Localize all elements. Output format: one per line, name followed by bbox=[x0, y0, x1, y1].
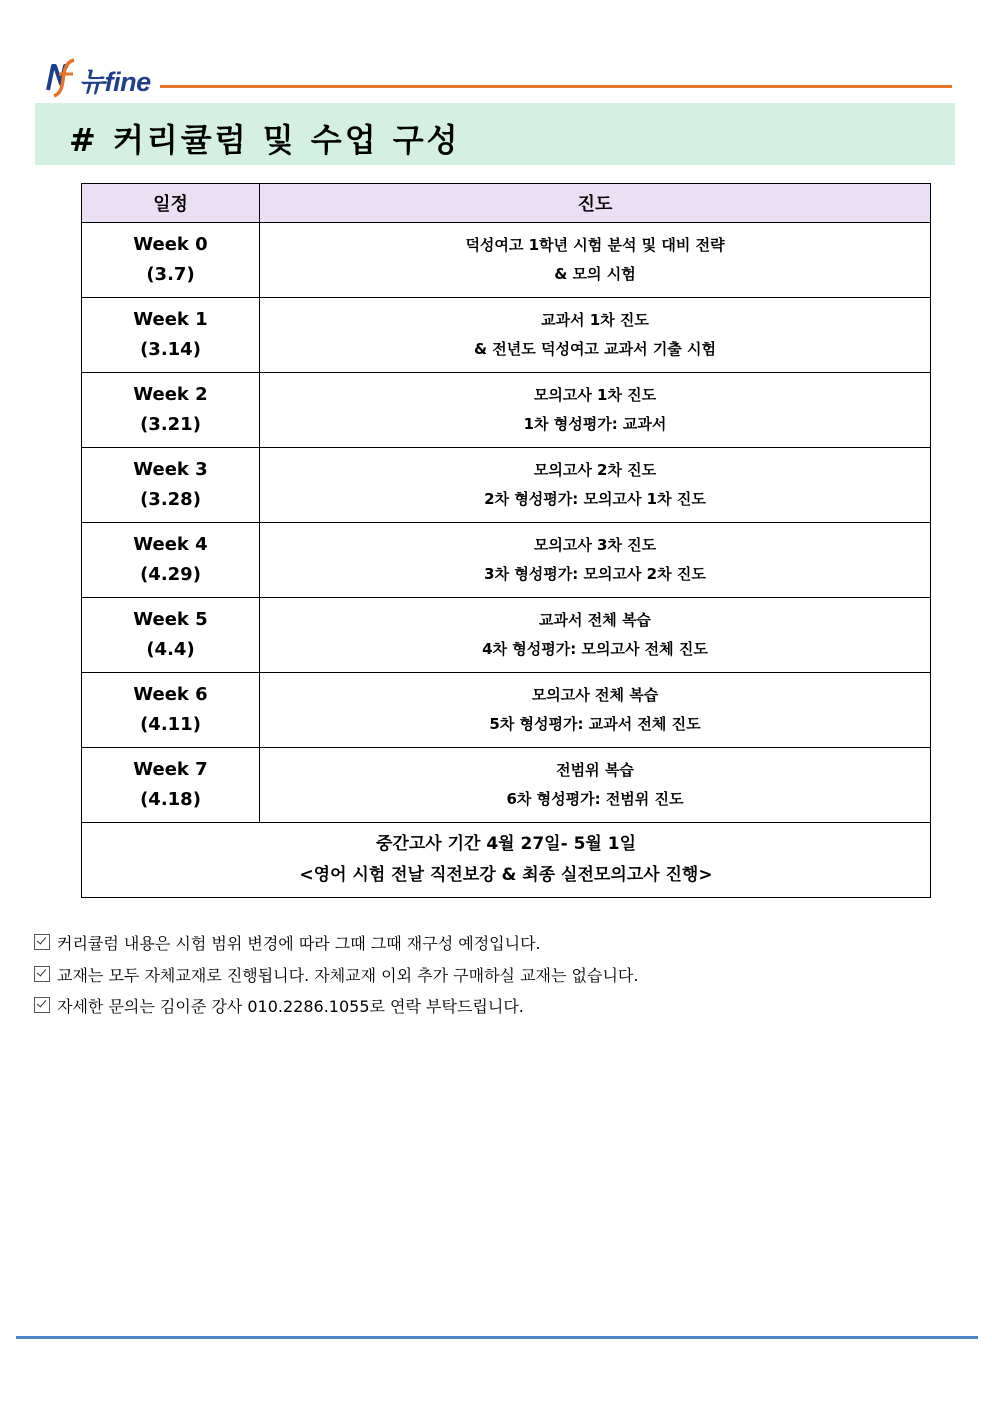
week-date: (4.29) bbox=[140, 564, 201, 585]
schedule-cell bbox=[82, 598, 260, 673]
footer-divider bbox=[16, 1336, 978, 1339]
page-title: # 커리큘럼 및 수업 구성 bbox=[69, 121, 461, 159]
checkbox-icon bbox=[34, 997, 50, 1013]
progress-line: 4차 형성평가: 모의고사 전체 진도 bbox=[482, 640, 708, 658]
progress-line: 1차 형성평가: 교과서 bbox=[523, 415, 667, 433]
week-date: (3.14) bbox=[140, 339, 201, 360]
schedule-cell bbox=[82, 298, 260, 373]
schedule-cell bbox=[82, 373, 260, 448]
progress-line: 2차 형성평가: 모의고사 1차 진도 bbox=[484, 490, 706, 508]
table-row bbox=[82, 373, 931, 448]
header-progress: 진도 bbox=[260, 184, 931, 223]
header-divider bbox=[160, 85, 952, 88]
note-item bbox=[34, 991, 638, 1023]
week-date: (4.18) bbox=[140, 789, 201, 810]
table-header-row bbox=[82, 184, 931, 223]
table-row bbox=[82, 523, 931, 598]
week-date: (3.21) bbox=[140, 414, 201, 435]
header-schedule: 일정 bbox=[82, 184, 260, 223]
schedule-cell bbox=[82, 673, 260, 748]
exam-period-text: 중간고사 기간 4월 27일- 5월 1일 bbox=[375, 834, 636, 854]
progress-cell bbox=[260, 223, 931, 298]
logo-wordmark: 뉴fine bbox=[79, 67, 151, 97]
note-text: 커리큘럼 내용은 시험 범위 변경에 따라 그때 그때 재구성 예정입니다. bbox=[57, 934, 541, 953]
week-label: Week 2 bbox=[133, 384, 208, 405]
progress-line: & 모의 시험 bbox=[554, 265, 636, 283]
week-date: (3.7) bbox=[146, 264, 195, 285]
progress-line: 교과서 1차 진도 bbox=[541, 311, 649, 329]
note-item bbox=[34, 960, 638, 992]
schedule-cell bbox=[82, 748, 260, 823]
brand-logo bbox=[44, 56, 174, 100]
progress-line: 모의고사 3차 진도 bbox=[533, 536, 657, 554]
week-label: Week 6 bbox=[133, 684, 208, 705]
progress-line: 교과서 전체 복습 bbox=[539, 611, 651, 629]
notes-list bbox=[34, 928, 638, 1023]
progress-cell bbox=[260, 373, 931, 448]
table-row bbox=[82, 748, 931, 823]
week-label: Week 1 bbox=[133, 309, 208, 330]
week-label: Week 7 bbox=[133, 759, 208, 780]
table-row bbox=[82, 598, 931, 673]
note-item bbox=[34, 928, 638, 960]
progress-line: 모의고사 1차 진도 bbox=[533, 386, 657, 404]
week-label: Week 3 bbox=[133, 459, 208, 480]
progress-line: 전범위 복습 bbox=[556, 761, 634, 779]
progress-line: 덕성여고 1학년 시험 분석 및 대비 전략 bbox=[465, 236, 725, 254]
progress-line: 5차 형성평가: 교과서 전체 진도 bbox=[489, 715, 701, 733]
title-banner bbox=[35, 103, 955, 165]
progress-cell bbox=[260, 748, 931, 823]
schedule-cell bbox=[82, 523, 260, 598]
table-row bbox=[82, 298, 931, 373]
exam-period-row bbox=[82, 823, 931, 898]
progress-line: 모의고사 2차 진도 bbox=[533, 461, 657, 479]
week-label: Week 0 bbox=[133, 234, 208, 255]
progress-cell bbox=[260, 673, 931, 748]
week-date: (3.28) bbox=[140, 489, 201, 510]
nf-logo-icon bbox=[44, 56, 80, 100]
progress-cell bbox=[260, 298, 931, 373]
exam-period-cell bbox=[82, 823, 931, 898]
checkbox-icon bbox=[34, 966, 50, 982]
week-date: (4.4) bbox=[146, 639, 195, 660]
progress-line: & 전년도 덕성여고 교과서 기출 시험 bbox=[473, 340, 717, 358]
progress-line: 모의고사 전체 복습 bbox=[531, 686, 659, 704]
table-row bbox=[82, 448, 931, 523]
week-label: Week 4 bbox=[133, 534, 208, 555]
progress-cell bbox=[260, 598, 931, 673]
schedule-cell bbox=[82, 448, 260, 523]
progress-cell bbox=[260, 523, 931, 598]
week-date: (4.11) bbox=[140, 714, 201, 735]
table-row bbox=[82, 223, 931, 298]
progress-line: 3차 형성평가: 모의고사 2차 진도 bbox=[484, 565, 706, 583]
checkbox-icon bbox=[34, 934, 50, 950]
schedule-table bbox=[81, 183, 931, 898]
note-text: 자세한 문의는 김이준 강사 010.2286.1055로 연락 부탁드립니다. bbox=[57, 997, 524, 1016]
exam-period-note: <영어 시험 전날 직전보강 & 최종 실전모의고사 진행> bbox=[299, 865, 713, 885]
progress-line: 6차 형성평가: 전범위 진도 bbox=[506, 790, 684, 808]
progress-cell bbox=[260, 448, 931, 523]
schedule-cell bbox=[82, 223, 260, 298]
week-label: Week 5 bbox=[133, 609, 208, 630]
table-row bbox=[82, 673, 931, 748]
note-text: 교재는 모두 자체교재로 진행됩니다. 자체교재 이외 추가 구매하실 교재는 없습니다. bbox=[57, 965, 639, 985]
